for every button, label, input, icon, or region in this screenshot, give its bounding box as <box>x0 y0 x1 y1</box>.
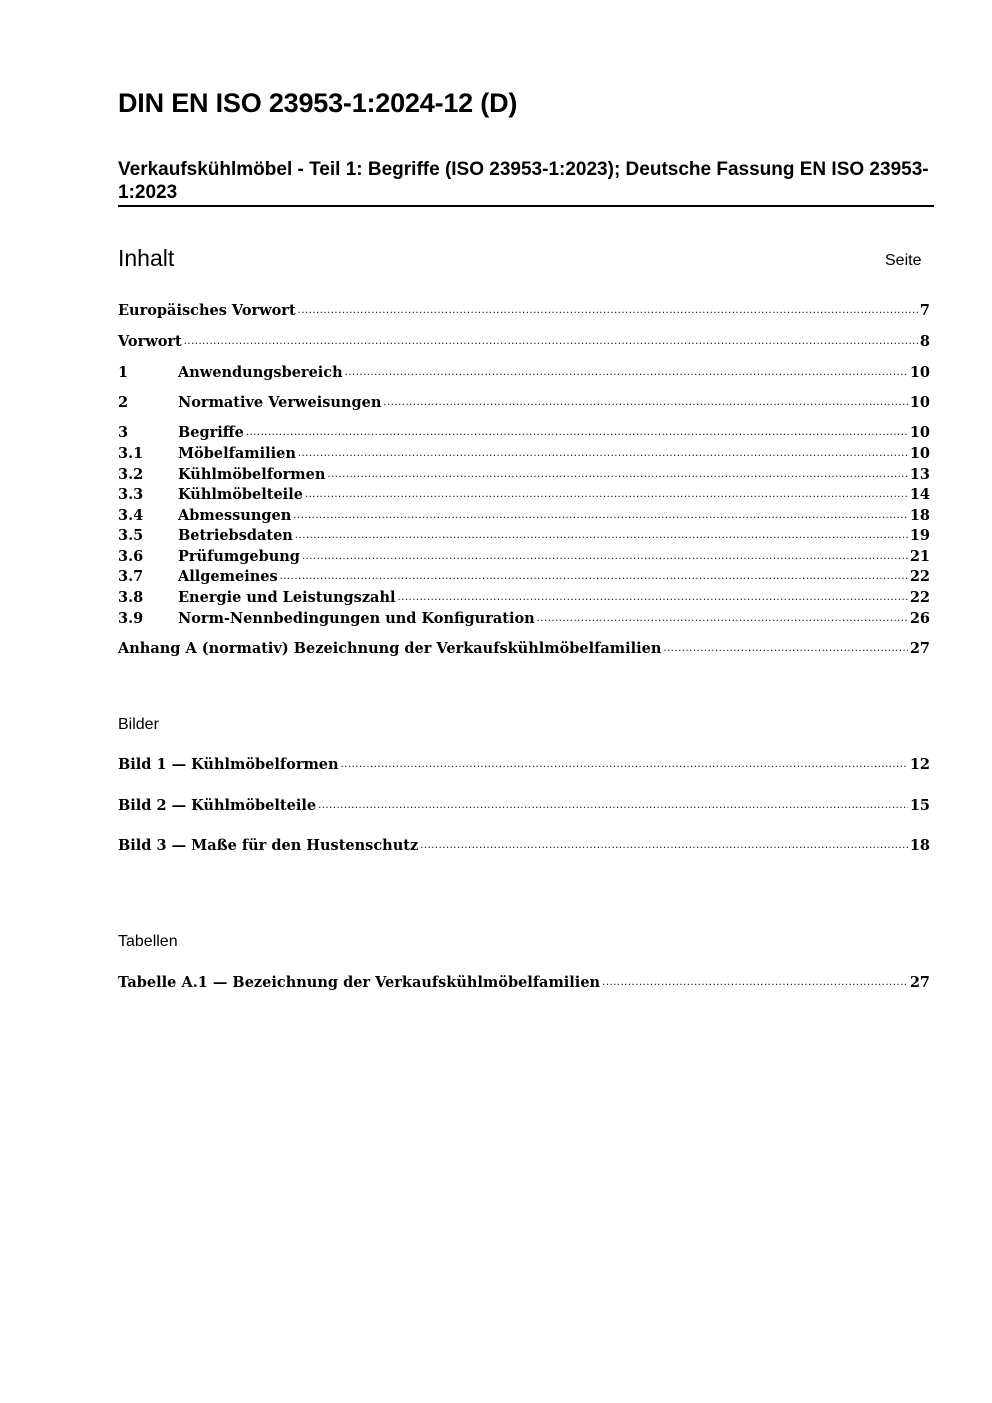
toc-entry-page: 14 <box>909 486 930 503</box>
toc-entry-page: 27 <box>909 640 930 657</box>
toc-entry-number: 3.5 <box>118 527 144 544</box>
toc-entry[interactable] <box>118 423 930 443</box>
toc-entry-number: 3.4 <box>118 507 144 524</box>
dot-leader <box>537 607 908 629</box>
figure-entry-page: 18 <box>909 837 930 854</box>
figure-entry-title: Bild 2 — Kühlmöbelteile <box>118 797 317 814</box>
toc-entry[interactable] <box>118 609 930 629</box>
figure-entry[interactable] <box>118 796 930 816</box>
toc-entry-page: 10 <box>909 394 930 411</box>
dot-leader <box>298 299 918 321</box>
toc-entry[interactable] <box>118 301 930 321</box>
toc-entry[interactable] <box>118 547 930 567</box>
title-divider <box>118 205 934 207</box>
toc-entry-number: 3.8 <box>118 589 144 606</box>
table-entry-title: Tabelle A.1 — Bezeichnung der Verkaufskühlmöbelfamilien <box>118 974 601 991</box>
toc-entry[interactable] <box>118 588 930 608</box>
dot-leader <box>280 565 908 587</box>
toc-entry-title: Abmessungen <box>178 507 292 524</box>
table-entry[interactable] <box>118 973 930 993</box>
figures-heading: Bilder <box>118 716 159 733</box>
figure-entry-title: Bild 3 — Maße für den Hustenschutz <box>118 837 419 854</box>
dot-leader <box>327 463 907 485</box>
dot-leader <box>246 421 908 443</box>
toc-entry-title: Vorwort <box>118 333 182 350</box>
dot-leader <box>293 504 908 526</box>
toc-entry-title: Anwendungsbereich <box>178 364 343 381</box>
toc-entry-number: 3.2 <box>118 466 144 483</box>
toc-entry-number: 3.3 <box>118 486 144 503</box>
toc-entry-number: 2 <box>118 394 129 411</box>
document-title: DIN EN ISO 23953-1:2024-12 (D) <box>118 88 518 118</box>
dot-leader <box>295 524 908 546</box>
toc-entry-number: 3.1 <box>118 445 144 462</box>
toc-entry-title: Allgemeines <box>178 568 278 585</box>
toc-entry-number: 3.9 <box>118 610 144 627</box>
toc-entry-page: 26 <box>909 610 930 627</box>
figure-entry[interactable] <box>118 836 930 856</box>
toc-entry-title: Begriffe <box>178 424 244 441</box>
toc-entry-page: 10 <box>909 445 930 462</box>
toc-entry[interactable] <box>118 465 930 485</box>
toc-entry-page: 10 <box>909 424 930 441</box>
toc-entry-title: Anhang A (normativ) Bezeichnung der Verkaufskühlmöbelfamilien <box>118 640 662 657</box>
toc-entry-page: 13 <box>909 466 930 483</box>
toc-entry-title: Energie und Leistungszahl <box>178 589 396 606</box>
toc-entry-page: 18 <box>909 507 930 524</box>
toc-entry[interactable] <box>118 444 930 464</box>
toc-entry-page: 10 <box>909 364 930 381</box>
toc-entry-number: 3 <box>118 424 129 441</box>
toc-entry-title: Prüfumgebung <box>178 548 300 565</box>
toc-entry-page: 22 <box>909 589 930 606</box>
dot-leader <box>184 330 918 352</box>
dot-leader <box>318 794 908 816</box>
toc-entry-title: Kühlmöbelteile <box>178 486 303 503</box>
dot-leader <box>663 637 907 659</box>
toc-entry-page: 7 <box>919 302 930 319</box>
page-column-label: Seite <box>885 252 922 269</box>
document-subtitle: Verkaufskühlmöbel - Teil 1: Begriffe (ISO 23953-1:2023); Deutsche Fassung EN ISO 23953-1:2023 <box>118 159 929 203</box>
dot-leader <box>305 483 908 505</box>
toc-entry-page: 21 <box>909 548 930 565</box>
figure-entry-page: 15 <box>909 797 930 814</box>
tables-heading: Tabellen <box>118 933 178 950</box>
toc-entry[interactable] <box>118 506 930 526</box>
toc-entry[interactable] <box>118 567 930 587</box>
dot-leader <box>341 753 908 775</box>
toc-entry[interactable] <box>118 332 930 352</box>
toc-entry-page: 22 <box>909 568 930 585</box>
toc-entry[interactable] <box>118 485 930 505</box>
toc-entry-page: 19 <box>909 527 930 544</box>
toc-entry-number: 3.7 <box>118 568 144 585</box>
toc-entry[interactable] <box>118 639 930 659</box>
toc-entry-title: Europäisches Vorwort <box>118 302 296 319</box>
dot-leader <box>383 391 907 413</box>
toc-entry-title: Norm-Nennbedingungen und Konfiguration <box>178 610 535 627</box>
toc-entry[interactable] <box>118 526 930 546</box>
dot-leader <box>602 971 908 993</box>
toc-entry-title: Normative Verweisungen <box>178 394 382 411</box>
dot-leader <box>302 545 908 567</box>
toc-entry-title: Kühlmöbelformen <box>178 466 326 483</box>
toc-entry[interactable] <box>118 363 930 383</box>
figure-entry-title: Bild 1 — Kühlmöbelformen <box>118 756 339 773</box>
toc-entry-number: 1 <box>118 364 129 381</box>
toc-entry-number: 3.6 <box>118 548 144 565</box>
toc-heading: Inhalt <box>118 245 175 271</box>
dot-leader <box>345 361 908 383</box>
figure-entry[interactable] <box>118 755 930 775</box>
figure-entry-page: 12 <box>909 756 930 773</box>
table-entry-page: 27 <box>909 974 930 991</box>
dot-leader <box>398 586 908 608</box>
dot-leader <box>298 442 908 464</box>
toc-entry[interactable] <box>118 393 930 413</box>
toc-entry-title: Betriebsdaten <box>178 527 293 544</box>
toc-entry-page: 8 <box>919 333 930 350</box>
toc-entry-title: Möbelfamilien <box>178 445 296 462</box>
dot-leader <box>420 834 908 856</box>
